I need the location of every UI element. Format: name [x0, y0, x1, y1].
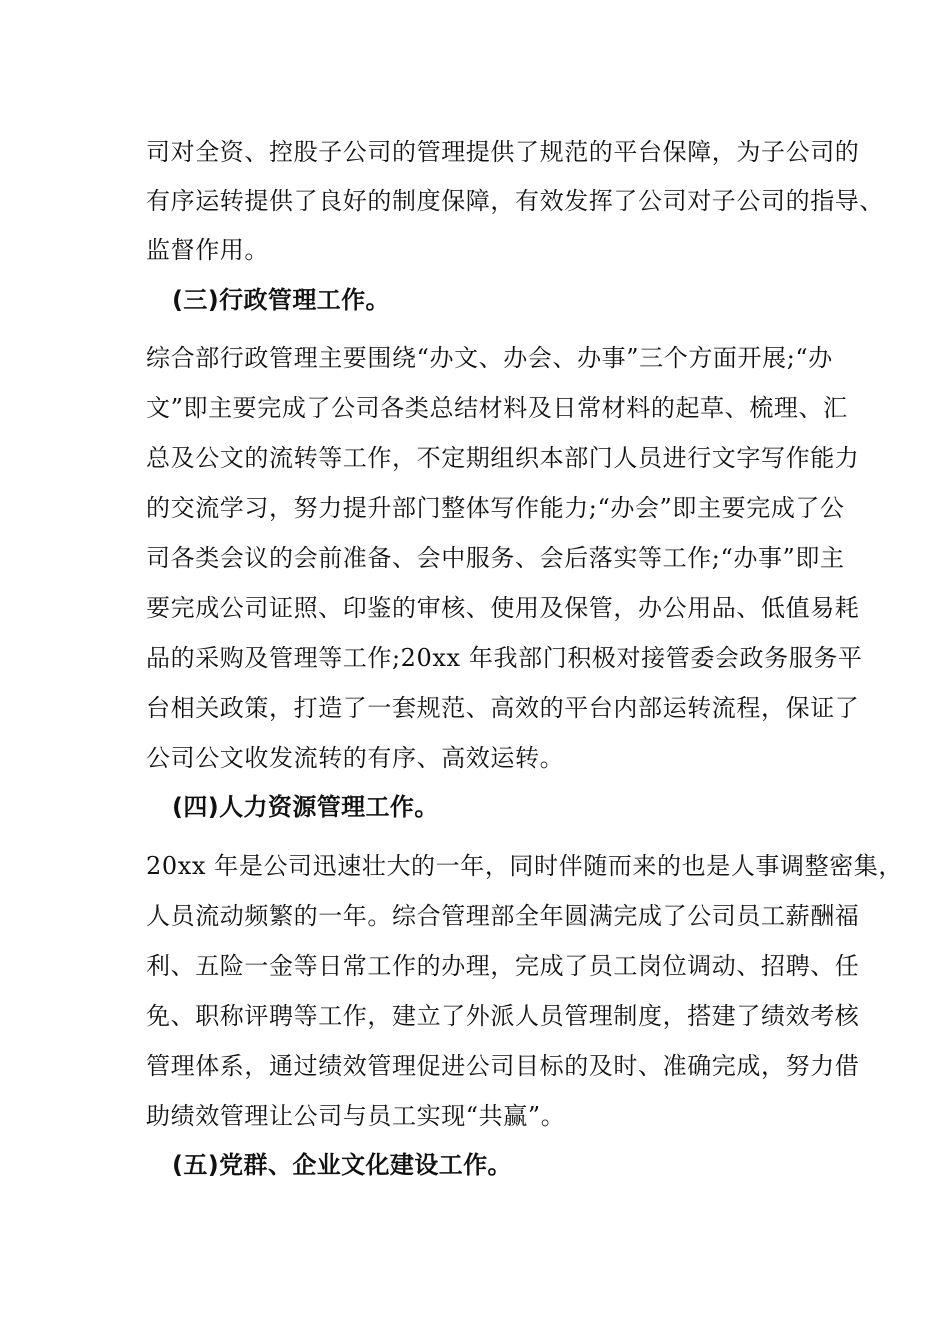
paragraph-line: 台相关政策，打造了一套规范、高效的平台内部运转流程，保证了: [146, 694, 860, 722]
paragraph-line: 综合部行政管理主要围绕“办文、办会、办事”三个方面开展;“办: [146, 344, 833, 372]
paragraph-line: 司对全资、控股子公司的管理提供了规范的平台保障，为子公司的: [146, 138, 860, 166]
paragraph-line: 文”即主要完成了公司各类总结材料及日常材料的起草、梳理、汇: [146, 394, 848, 422]
paragraph-line: 20xx 年是公司迅速壮大的一年，同时伴随而来的也是人事调整密集，: [146, 852, 904, 880]
paragraph-line: 利、五险一金等日常工作的办理，完成了员工岗位调动、招聘、任: [146, 952, 860, 980]
paragraph-line: 品的采购及管理等工作;20xx 年我部门积极对接管委会政务服务平: [146, 644, 863, 672]
paragraph-line: 免、职称评聘等工作，建立了外派人员管理制度，搭建了绩效考核: [146, 1002, 860, 1030]
section-heading-5: (五)党群、企业文化建设工作。: [172, 1151, 512, 1179]
section-heading-4: (四)人力资源管理工作。: [172, 793, 439, 821]
paragraph-line: 助绩效管理让公司与员工实现“共赢”。: [146, 1102, 566, 1130]
section-heading-3: (三)行政管理工作。: [172, 286, 390, 314]
paragraph-line: 有序运转提供了良好的制度保障，有效发挥了公司对子公司的指导、: [146, 187, 884, 215]
paragraph-line: 的交流学习，努力提升部门整体写作能力;“办会”即主要完成了公: [146, 494, 845, 522]
paragraph-line: 管理体系，通过绩效管理促进公司目标的及时、准确完成，努力借: [146, 1052, 860, 1080]
paragraph-line: 人员流动频繁的一年。综合管理部全年圆满完成了公司员工薪酬福: [146, 902, 860, 930]
paragraph-line: 公司公文收发流转的有序、高效运转。: [146, 744, 565, 772]
paragraph-line: 要完成公司证照、印鉴的审核、使用及保管，办公用品、低值易耗: [146, 594, 860, 622]
paragraph-line: 总及公文的流转等工作，不定期组织本部门人员进行文字写作能力: [146, 444, 860, 472]
paragraph-line: 司各类会议的会前准备、会中服务、会后落实等工作;“办事”即主: [146, 544, 845, 572]
paragraph-line: 监督作用。: [146, 236, 269, 264]
